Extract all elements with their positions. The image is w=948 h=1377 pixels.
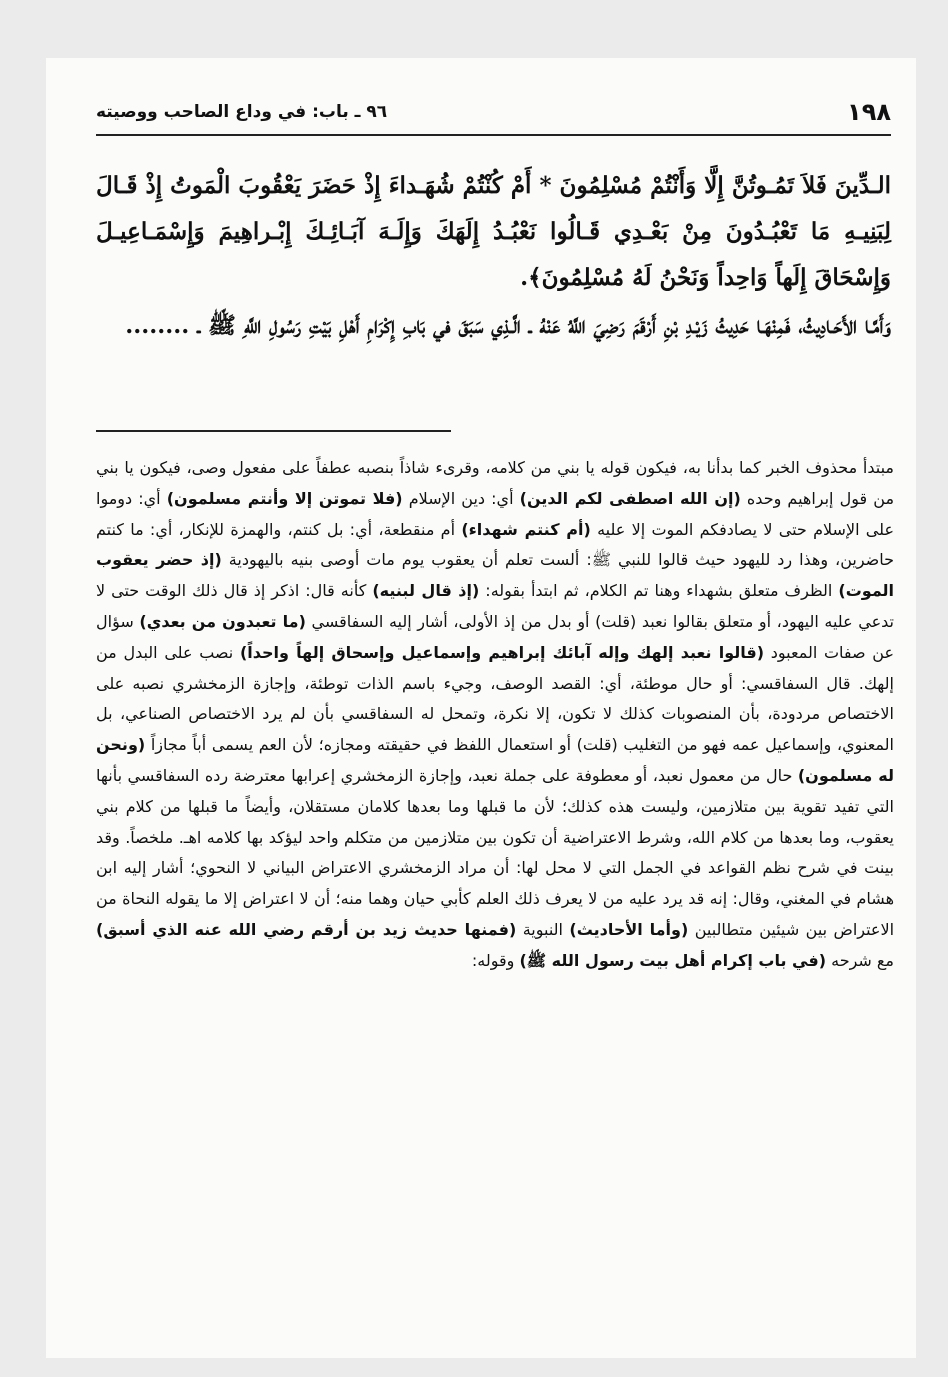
commentary-quote: (ما تعبدون من بعدي): [139, 611, 306, 631]
commentary-text: وقوله:: [471, 950, 515, 970]
commentary-quote: (وأما الأحاديث): [569, 919, 689, 939]
book-page: [46, 58, 916, 1358]
commentary-text: حال من معمول نعبد، أو معطوفة على جملة نعبد، وإجازة الزمخشري إعرابها معترضة رده السفاقسي بأنها التي تفيد تقوية بين متلازمين، وليست هذه كذلك؛ لأن ما قبلها وما بعدها كلامان مستقلان، وأيضاً ما قبلها من كلام بني يعقوب، وما بعدها من كلام الله، وشرط الاعتراضية أن تكون بين متلازمين من متكلم واحد ليؤكد بها كلامه اهـ. ملخصاً. وقد بينت في شرح نظم القواعد في الجمل التي لا محل لها: أن مراد الزمخشري الاعتراض البياني لا النحوي؛ أشار إليه ابن هشام في المغني، وقال: إنه قد يرد عليه من لا يعرف ذلك العلم كأبي حيان وهما منه؛ أن لا اعتراض إلا ما يقوله النحاة من الاعتراض بين شيئين متطالبين: [96, 765, 895, 939]
commentary-text: أي: دين الإسلام: [408, 488, 514, 508]
quran-verse-paragraph: الـدِّينَ فَلاَ تَمُـوتُنَّ إِلَّا وَأَنْتُمْ مُسْلِمُونَ * أَمْ كُنْتُمْ شُهَـداءَ إِذْ حَضَرَ يَعْقُوبَ الْمَوتُ إِذْ قَـالَ لِبَنِيـهِ مَا تَعْبُـدُونَ مِنْ بَعْـدِي قَـالُوا نَعْبُـدُ إِلَهَكَ وَإِلَـهَ آبَـائِـكَ إِبْـراهِيمَ وَإِسْمَـاعِيـلَ وَإِسْحَاقَ إِلَهاً وَاحِداً وَنَحْنُ لَهُ مُسْلِمُونَ﴾.: [96, 172, 891, 291]
page-number: ١٩٨: [847, 98, 891, 126]
main-text: [96, 163, 891, 349]
commentary-text: نصب على البدل من إلهك. قال السفاقسي: أو حال موطئة، أي: القصد الوصف، وجيء باسم الذات توطئة، وإجازة الزمخشري نصبه على الاختصاص مردودة، بأن المنصوبات كذلك لا تكون، إلا نكرة، وتمحل له السفاقسي بأن لم يرد الاختصاص الصناعي، بل المعنوي، وإسماعيل عمه فهو من التغليب (قلت) أو استعمال اللفظ في حقيقته ومجازه؛ لأن العم يسمى أباً مجازاً: [96, 642, 894, 755]
commentary-text: سؤال عن صفات المعبود: [96, 611, 894, 662]
commentary-text: أي: دوموا على الإسلام حتى لا يصادفكم الموت إلا عليه: [96, 488, 894, 539]
commentary-quote: (قالوا نعبد إلهك وإله آبائك إبراهيم وإسماعيل وإسحاق إلهاً واحداً): [239, 642, 765, 662]
commentary-quote: (فمنها حديث زيد بن أرقم رضي الله عنه الذي أسبق): [96, 919, 517, 939]
commentary-text: مبتدأ محذوف الخبر كما بدأنا به، فيكون قوله يا بني من كلامه، وقرىء شاذاً بنصبه عطفاً على مفعول وصى، فيكون يا بني من قول إبراهيم وحده: [96, 458, 895, 508]
commentary-text: أم منقطعة، أي: بل كنتم، والهمزة للإنكار، أي: ما كنتم حاضرين، وهذا رد لليهود حيث قالوا للنبي ﷺ: ألست تعلم أن يعقوب يوم مات أوصى بنيه باليهودية: [96, 519, 895, 570]
commentary-text: الظرف متعلق بشهداء وهنا تم الكلام، ثم ابتدأ بقوله:: [485, 581, 833, 601]
page-header: [96, 90, 891, 136]
commentary-quote: (في باب إكرام أهل بيت رسول الله ﷺ): [519, 950, 827, 970]
commentary-quote: (إذ حضر يعقوب الموت): [96, 550, 895, 601]
commentary-quote: (إن الله اصطفى لكم الدين): [519, 488, 741, 508]
commentary-paragraph: [96, 453, 894, 977]
commentary-quote: (فلا تموتن إلا وأنتم مسلمون): [166, 488, 403, 508]
running-title: ٩٦ ـ باب: في وداع الصاحب ووصيته: [96, 102, 388, 122]
footnote-divider: [96, 430, 451, 432]
commentary-text: كأنه قال: اذكر إذ قال ذلك الوقت حتى لا تدعي عليه اليهود، أو متعلق بقالوا نعبد (قلت) أو بدل من إذ الأولى، أشار إليه السفاقسي: [96, 581, 894, 631]
commentary-quote: (أم كنتم شهداء): [461, 519, 591, 539]
hadith-intro-paragraph: وَأَمَّـا الأَحَـادِيثُ، فَمِنْهَـا حَدِيثُ زَيْـدِ بْنِ أَرْقَمَ رَضِيَ اللَّهُ عَنْهُ ـ الَّـذِي سَبَقَ في بَابِ إِكْرَامِ أَهْلِ بَيْتِ رَسُولِ اللَّهِ ﷺ ـ ........: [125, 312, 891, 339]
commentary-quote: (ونحن له مسلمون): [96, 735, 894, 785]
commentary-text: النبوية: [522, 919, 563, 939]
commentary: [96, 453, 894, 977]
commentary-quote: (إذ قال لبنيه): [372, 581, 480, 601]
commentary-text: مع شرحه: [831, 950, 894, 970]
